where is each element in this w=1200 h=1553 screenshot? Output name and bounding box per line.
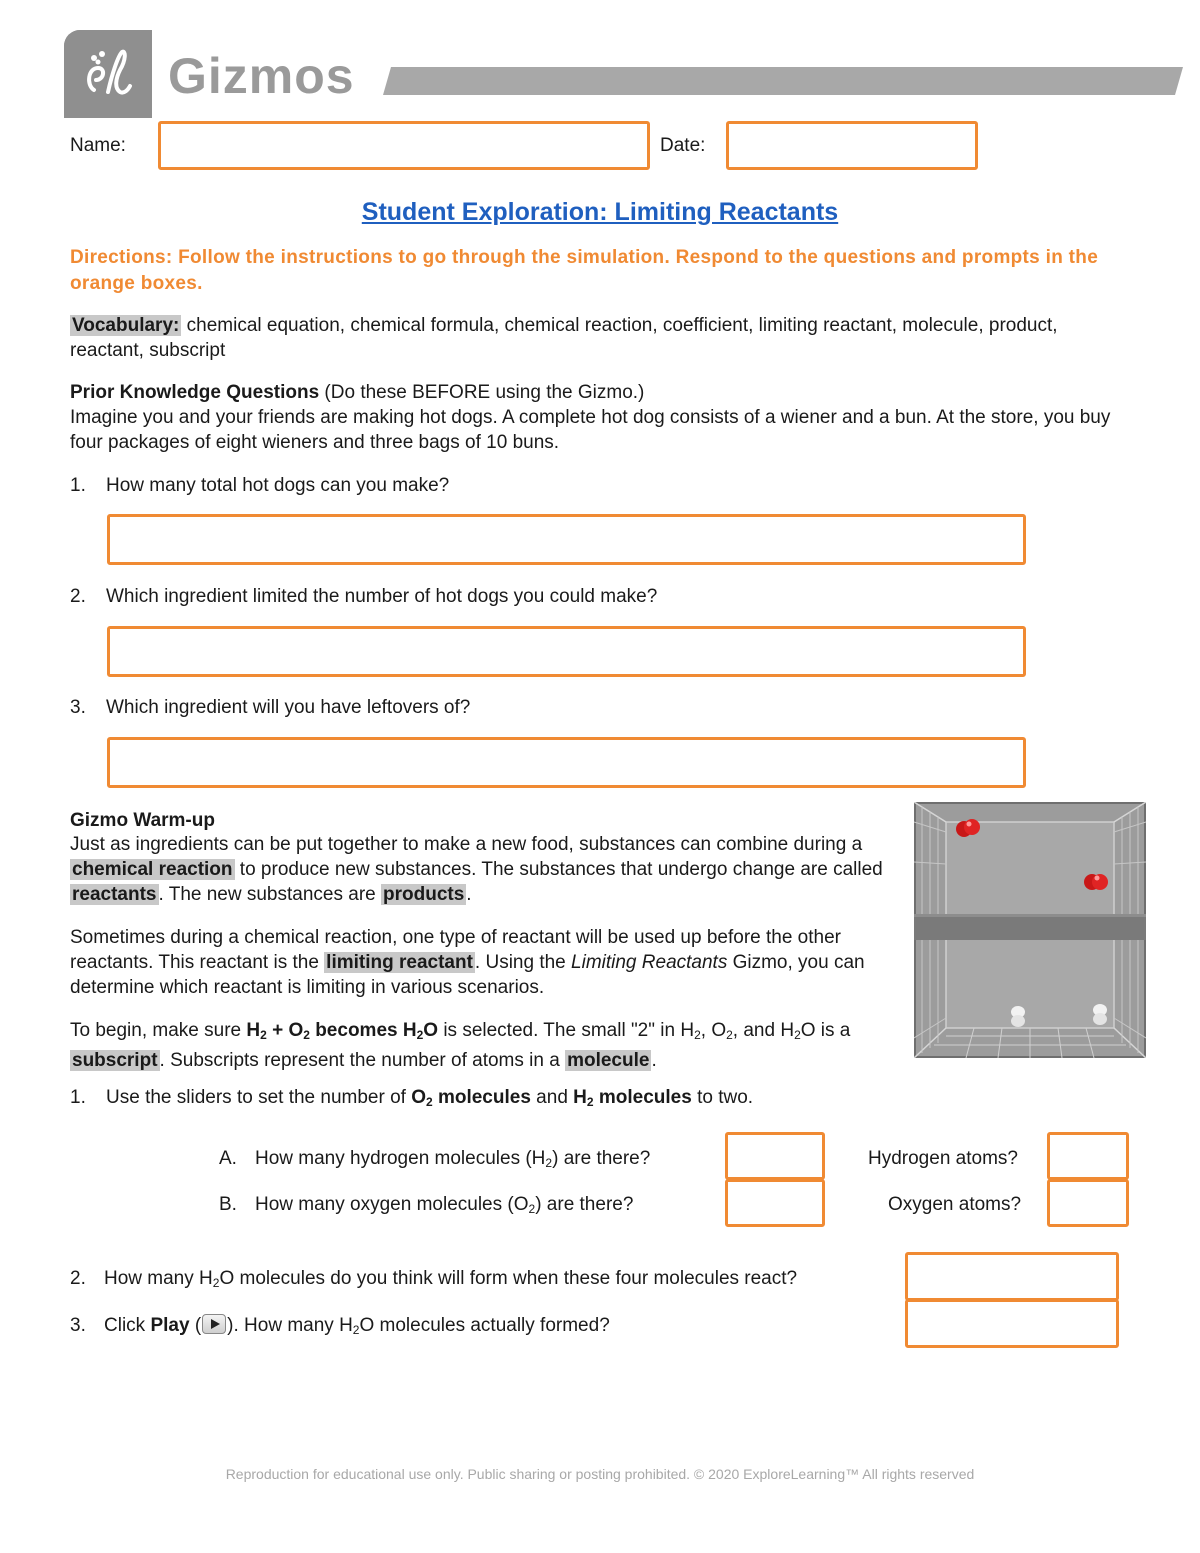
brand-name: Gizmos [168,48,355,104]
question-text: Use the sliders to set the number of $O_2$ molecules and $H_2$ molecules to two. [106,1087,754,1109]
answer-box-prior-3[interactable] [107,737,1026,788]
subquestion-letter: A. [219,1148,237,1169]
question-number: 2. [70,1268,86,1289]
question-text: Which ingredient limited the number of hot dogs you could make? [106,586,658,607]
subquestion-text: How many hydrogen molecules $(H_2)$ are there? [255,1148,651,1170]
prior-intro: Imagine you and your friends are making hot dogs. A complete hot dog consists of a wiener and a bun. At the store, you buy four packages of eight wieners and three bags of 10 buns. [70,407,1111,453]
subquestion-letter: B. [219,1194,237,1215]
prior-heading: Prior Knowledge Questions [70,382,320,403]
term-products: products [383,884,465,905]
term-molecule: molecule [567,1050,650,1071]
name-field[interactable] [158,121,650,170]
answer-box-prior-1[interactable] [107,514,1026,565]
page-title: Student Exploration: Limiting Reactants [361,198,839,226]
term-reactants: reactants [72,884,157,905]
warmup-paragraph-1: Just as ingredients can be put together to make a new food, substances can combine during a chemical reaction to produce new substances. The substances that undergo change are called reactants . The new substances are products . [70,834,883,905]
oxygen-atoms-label: Oxygen atoms? [888,1194,1022,1215]
vocabulary-terms: chemical equation, chemical formula, chemical reaction, coefficient, limiting reactant, molecule, product, reactant, subscript [70,315,1058,361]
question-text: Click Play ( ). How many $H_2O$ molecules actually formed? [104,1315,610,1337]
prior-note: (Do these BEFORE using the Gizmo.) [319,382,645,403]
question-number: 3. [70,1315,86,1336]
hydrogen-atoms-label: Hydrogen atoms? [868,1148,1018,1169]
question-text: How many total hot dogs can you make? [106,475,450,496]
term-chemical-reaction: chemical reaction [72,859,233,880]
answer-box-hydrogen-atoms[interactable] [1047,1132,1129,1180]
gizmo-simulation-image [914,802,1146,1058]
answer-box-hydrogen-molecules[interactable] [725,1132,825,1180]
prior-knowledge-heading [70,380,1130,405]
question-number: 1. [70,475,86,496]
term-limiting-reactant: limiting reactant [326,952,473,973]
question-text: How many $H_2O$ molecules do you think will form when these four molecules react? [104,1268,798,1290]
question-text: Which ingredient will you have leftovers of? [106,697,471,718]
warmup-paragraph-3: To begin, make sure $H_2 + O_2$ becomes $H_2O$ is selected. The small "2" in $H_2$, $O_2$, and $H_2O$ is a subscript . Subscripts represent the number of atoms in a molecule . [70,1020,851,1071]
term-subscript: subscript [72,1050,158,1071]
date-field[interactable] [726,121,978,170]
question-number: 3. [70,697,86,718]
vocabulary-label: Vocabulary: [72,315,180,336]
answer-box-prior-2[interactable] [107,626,1026,677]
warmup-heading: Gizmo Warm-up [70,810,215,831]
equation-selection: $H_2 + O_2$ becomes $H_2O$ [246,1020,439,1042]
vocabulary [70,313,1130,363]
name-label: Name: [70,135,126,156]
answer-box-oxygen-atoms[interactable] [1047,1179,1129,1227]
explorelearning-logo-icon [64,30,152,118]
answer-box-actual-water[interactable] [905,1299,1119,1348]
answer-box-oxygen-molecules[interactable] [725,1179,825,1227]
header-bar [383,67,1183,95]
question-number: 1. [70,1087,86,1108]
date-label: Date: [660,135,706,156]
play-icon [202,1314,226,1334]
footer-copyright: Reproduction for educational use only. Public sharing or posting prohibited. © 2020 ExploreLearning™ All rights reserved [225,1466,975,1482]
question-number: 2. [70,586,86,607]
directions: Directions: Follow the instructions to go through the simulation. Respond to the questions and prompts in the orange boxes. [70,247,1099,294]
subquestion-text: How many oxygen molecules $(O_2)$ are there? [255,1194,634,1216]
answer-box-predicted-water[interactable] [905,1252,1119,1301]
warmup-paragraph-2: Sometimes during a chemical reaction, one type of reactant will be used up before the other reactants. This reactant is the limiting reactant . Using the Limiting Reactants Gizmo, you can determine which reactant is limiting in various scenarios. [70,927,865,998]
